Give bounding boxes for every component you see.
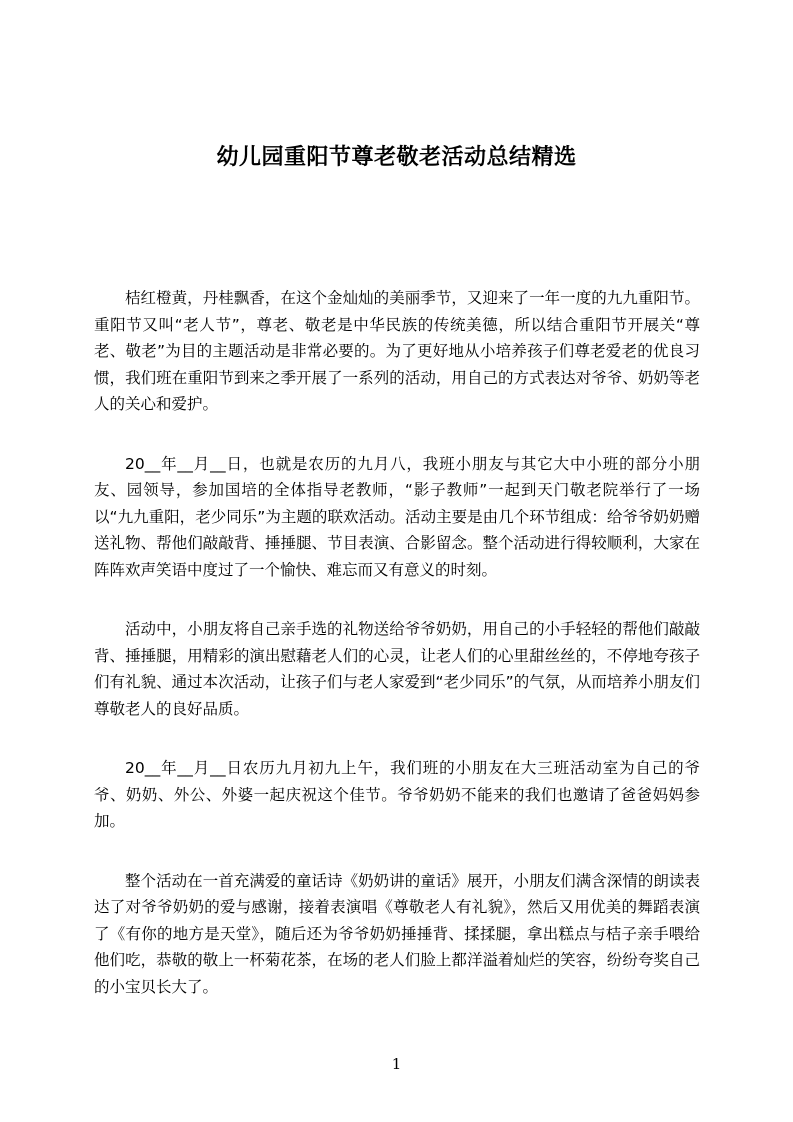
document-title: 幼儿园重阳节尊老敬老活动总结精选: [216, 145, 577, 170]
paragraph: 20__年__月__日，也就是农历的九月八，我班小朋友与其它大中小班的部分小朋友、园领导，参加国培的全体指导老教师，“影子教师”一起到天门敬老院举行了一场以“九九重阳，老少同乐”为主题的联欢活动。活动主要是由几个环节组成：给爷爷奶奶赠送礼物、帮他们敲敲背、捶捶腿、节目表演、合影留念。整个活动进行得较顺利，大家在阵阵欢声笑语中度过了一个愉快、难忘而又有意义的时刻。: [94, 454, 700, 579]
paragraph: 桔红橙黄，丹桂飘香，在这个金灿灿的美丽季节，又迎来了一年一度的九九重阳节。重阳节又叫“老人节”，尊老、敬老是中华民族的传统美德，所以结合重阳节开展关“尊老、敬老”为目的主题活动是非常必要的。为了更好地从小培养孩子们尊老爱老的优良习惯，我们班在重阳节到来之季开展了一系列的活动，用自己的方式表达对爷爷、奶奶等老人的关心和爱护。: [94, 289, 700, 413]
paragraph: 20__年__月__日农历九月初九上午，我们班的小朋友在大三班活动室为自己的爷爷、奶奶、外公、外婆一起庆祝这个佳节。爷爷奶奶不能来的我们也邀请了爸爸妈妈参加。: [94, 759, 700, 830]
paragraph: 活动中，小朋友将自己亲手选的礼物送给爷爷奶奶，用自己的小手轻轻的帮他们敲敲背、捶捶腿，用精彩的演出慰藉老人们的心灵，让老人们的心里甜丝丝的，不停地夸孩子们有礼貌、通过本次活动，让孩子们与老人家爱到“老少同乐”的气氛，从而培养小朋友们尊敬老人的良好品质。: [94, 620, 700, 718]
page-number: 1: [391, 1055, 402, 1073]
paragraph: 整个活动在一首充满爱的童话诗《奶奶讲的童话》展开，小朋友们满含深情的朗读表达了对爷爷奶奶的爱与感谢，接着表演唱《尊敬老人有礼貌》，然后又用优美的舞蹈表演了《有你的地方是天堂》，随后还为爷爷奶奶捶捶背、揉揉腿，拿出糕点与桔子亲手喂给他们吃，恭敬的敬上一杯菊花茶，在场的老人们脸上都洋溢着灿烂的笑容，纷纷夸奖自己的小宝贝长大了。: [94, 871, 700, 996]
document-body: [94, 285, 700, 1033]
